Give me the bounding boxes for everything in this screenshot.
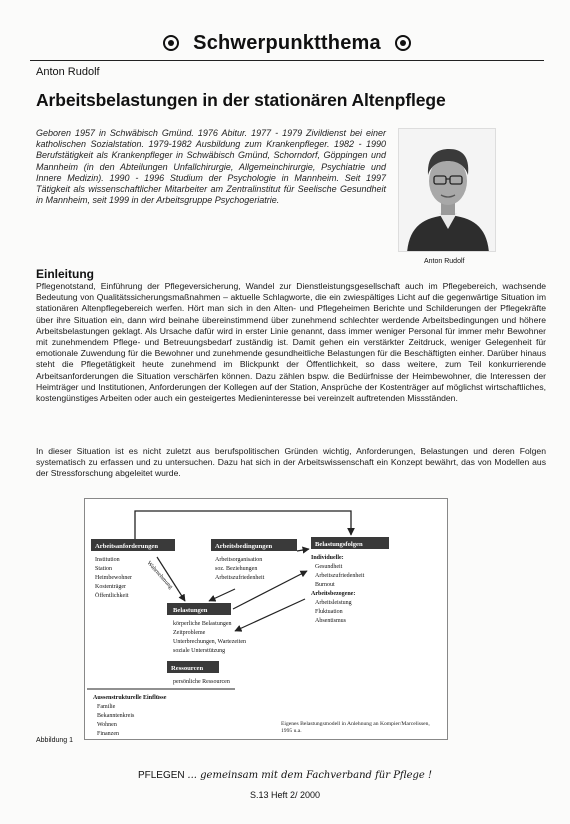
arb-item-2: Fluktuation [315,609,343,615]
box-ressourcen-label: Ressourcen [171,665,204,672]
target-icon-left [163,35,179,51]
outer-item-1: Familie [97,704,116,710]
intro-paragraph: Pflegenotstand, Einführung der Pflegeversicherung, Wandel zur Dienstleistungsgesellschaft auch im Pflegebereich, wachsende Bedeutung von Qualitätssicherungsmaßnahmen – aktuelle Schlagworte, die ein zwiespältiges Licht auf die gegenwärtige Situation im stationären Altenpflegebereich werfen. Hört man sich in den Alten- und Pflegeheimen Berichte und Schilderungen der Pflegekräfte über ihre Situation ein, dann wird beinahe übereinstimmend über zunehmend schlechter werdende Arbeitsbedingungen und höhere Arbeitsbelastungen geklagt. Als Ursache dafür wird in erster Linie genannt, dass immer weniger Personal für immer mehr Bewohner mit zunehmendem Pflege- und Betreuungsbedarf zuständig ist. Damit gehen ein verstärkter Zeitdruck, weniger Gelegenheit für emotionale Zuwendung für die Bewohner und zunehmende gesundheitliche Belastungen für die Beschäftigten einher. Darüber hinaus steht die Pflegetätigkeit heute zunehmend im Blickpunkt der Öffentlichkeit, so dass weitere, zum Teil konkurrierende Arbeitsanforderungen die Situation verschärfen können. Dazu zählen bspw. die Bedürfnisse der Heimbewohner, die Interessen der Heimträger und Institutionen, Anforderungen der Kollegen auf der Station, Ansprüche der Kostenträger auf möglichst wirtschaftliches, kostengünstiges Arbeiten oder auch ein gesteigertes Medieninteresse bei vereinzelt auftretenden Missständen. [36,281,546,404]
bel-item-4: soziale Unterstützung [173,648,226,654]
figure-source-note: Eigenes Belastungsmodell in Anlehnung an Kompier/Marcelissen, 1995 u.a. [281,721,430,734]
box-belastungsfolgen-label: Belastungsfolgen [315,541,363,548]
anf-item-5: Öffentlichkeit [95,593,129,599]
individuell-label: Individuelle: [311,555,344,561]
arrow-bed-to-folgen [297,549,309,551]
author-bio: Geboren 1957 in Schwäbisch Gmünd. 1976 Abitur. 1977 - 1979 Zivildienst bei einer katholischen Sozialstation. 1979-1982 Ausbildung zum Krankenpfleger. 1982 - 1990 Berufstätigkeit als Krankenpfleger in Schwäbisch Gmünd, Schorndorf, Göppingen und Mannheim (in den Abteilungen Unfallchirurgie, Allgemeinchirurgie, Psychiatrie und Innere Medizin). 1990 - 1996 Studium der Psychologie in Mannheim. Seit 1997 Tätigkeit als wissenschaftlicher Mitarbeiter am Zentralinstitut für Seelische Gesundheit in Mannheim, seit 1999 in der Arbeitsgruppe Psychogeriatrie. [36,128,386,206]
res-item-1: persönliche Ressourcen [173,679,230,685]
outer-item-2: Bekanntenkreis [97,713,135,719]
author-photo [398,128,496,252]
photo-caption: Anton Rudolf [424,258,465,265]
ind-item-3: Burnout [315,582,335,588]
article-title: Arbeitsbelastungen in der stationären Altenpflege [36,90,446,110]
brand-name: PFLEGEN [137,770,185,781]
outer-title: Aussenstrukturelle Einflüsse [93,695,167,701]
section-title: Schwerpunktthema [193,31,381,54]
bed-item-2: soz. Beziehungen [215,566,258,572]
ind-item-2: Arbeitszufriedenheit [315,573,365,579]
anf-item-3: Heimbewohner [95,575,132,581]
author-portrait-image [399,129,496,252]
bed-item-1: Arbeitsorganisation [215,557,263,563]
feedback-arrow-top [135,511,351,539]
target-icon-right [395,35,411,51]
footer-brand [0,770,570,781]
arb-item-3: Absentismus [315,618,347,624]
page-info: S.13 Heft 2/ 2000 [249,790,321,800]
outer-item-4: Finanzen [97,731,119,737]
section-header [30,28,544,58]
bel-item-2: Zeitprobleme [173,630,206,636]
author-name: Anton Rudolf [36,66,100,78]
section-heading: Einleitung [36,267,94,281]
anf-item-2: Station [95,566,113,572]
bed-item-3: Arbeitszufriedenheit [215,575,265,581]
arb-item-1: Arbeitsleistung [315,600,352,606]
stress-model-diagram [85,499,447,739]
bel-item-1: körperliche Belastungen [173,621,232,627]
box-arbeitsanforderungen-label: Arbeitsanforderungen [95,543,159,550]
arrow-folgen-to-bel [235,599,305,631]
arbeitsbezogen-label: Arbeitsbezogene: [311,591,356,597]
diagonal-label: Wahrnehmung [145,560,174,591]
bel-item-3: Unterbrechungen, Wartezeiten [173,639,247,645]
brand-slogan: ... gemeinsam mit dem Fachverband für Pflege ! [187,770,433,781]
stress-model-figure [84,498,448,740]
ind-item-1: Gesundheit [315,564,343,570]
second-paragraph: In dieser Situation ist es nicht zuletzt aus berufspolitischen Gründen wichtig, Anforderungen, Belastungen und deren Folgen systematisch zu erfassen und zu untersuchen. Dazu hat sich in der Arbeitswissenschaft ein Konzept bewährt, das von Modellen aus der Stressforschung abgeleitet wurde. [36,446,546,479]
arrow-bed-to-bel [209,589,235,601]
anf-item-1: Institution [95,557,120,563]
box-belastungen-label: Belastungen [173,607,208,614]
box-arbeitsbedingungen-label: Arbeitsbedingungen [215,543,273,550]
anf-item-4: Kostenträger [95,584,126,590]
feedback-guide [137,505,353,513]
header-rule [30,60,544,61]
outer-item-3: Wohnen [97,722,117,728]
figure-caption: Abbildung 1 [36,737,73,744]
